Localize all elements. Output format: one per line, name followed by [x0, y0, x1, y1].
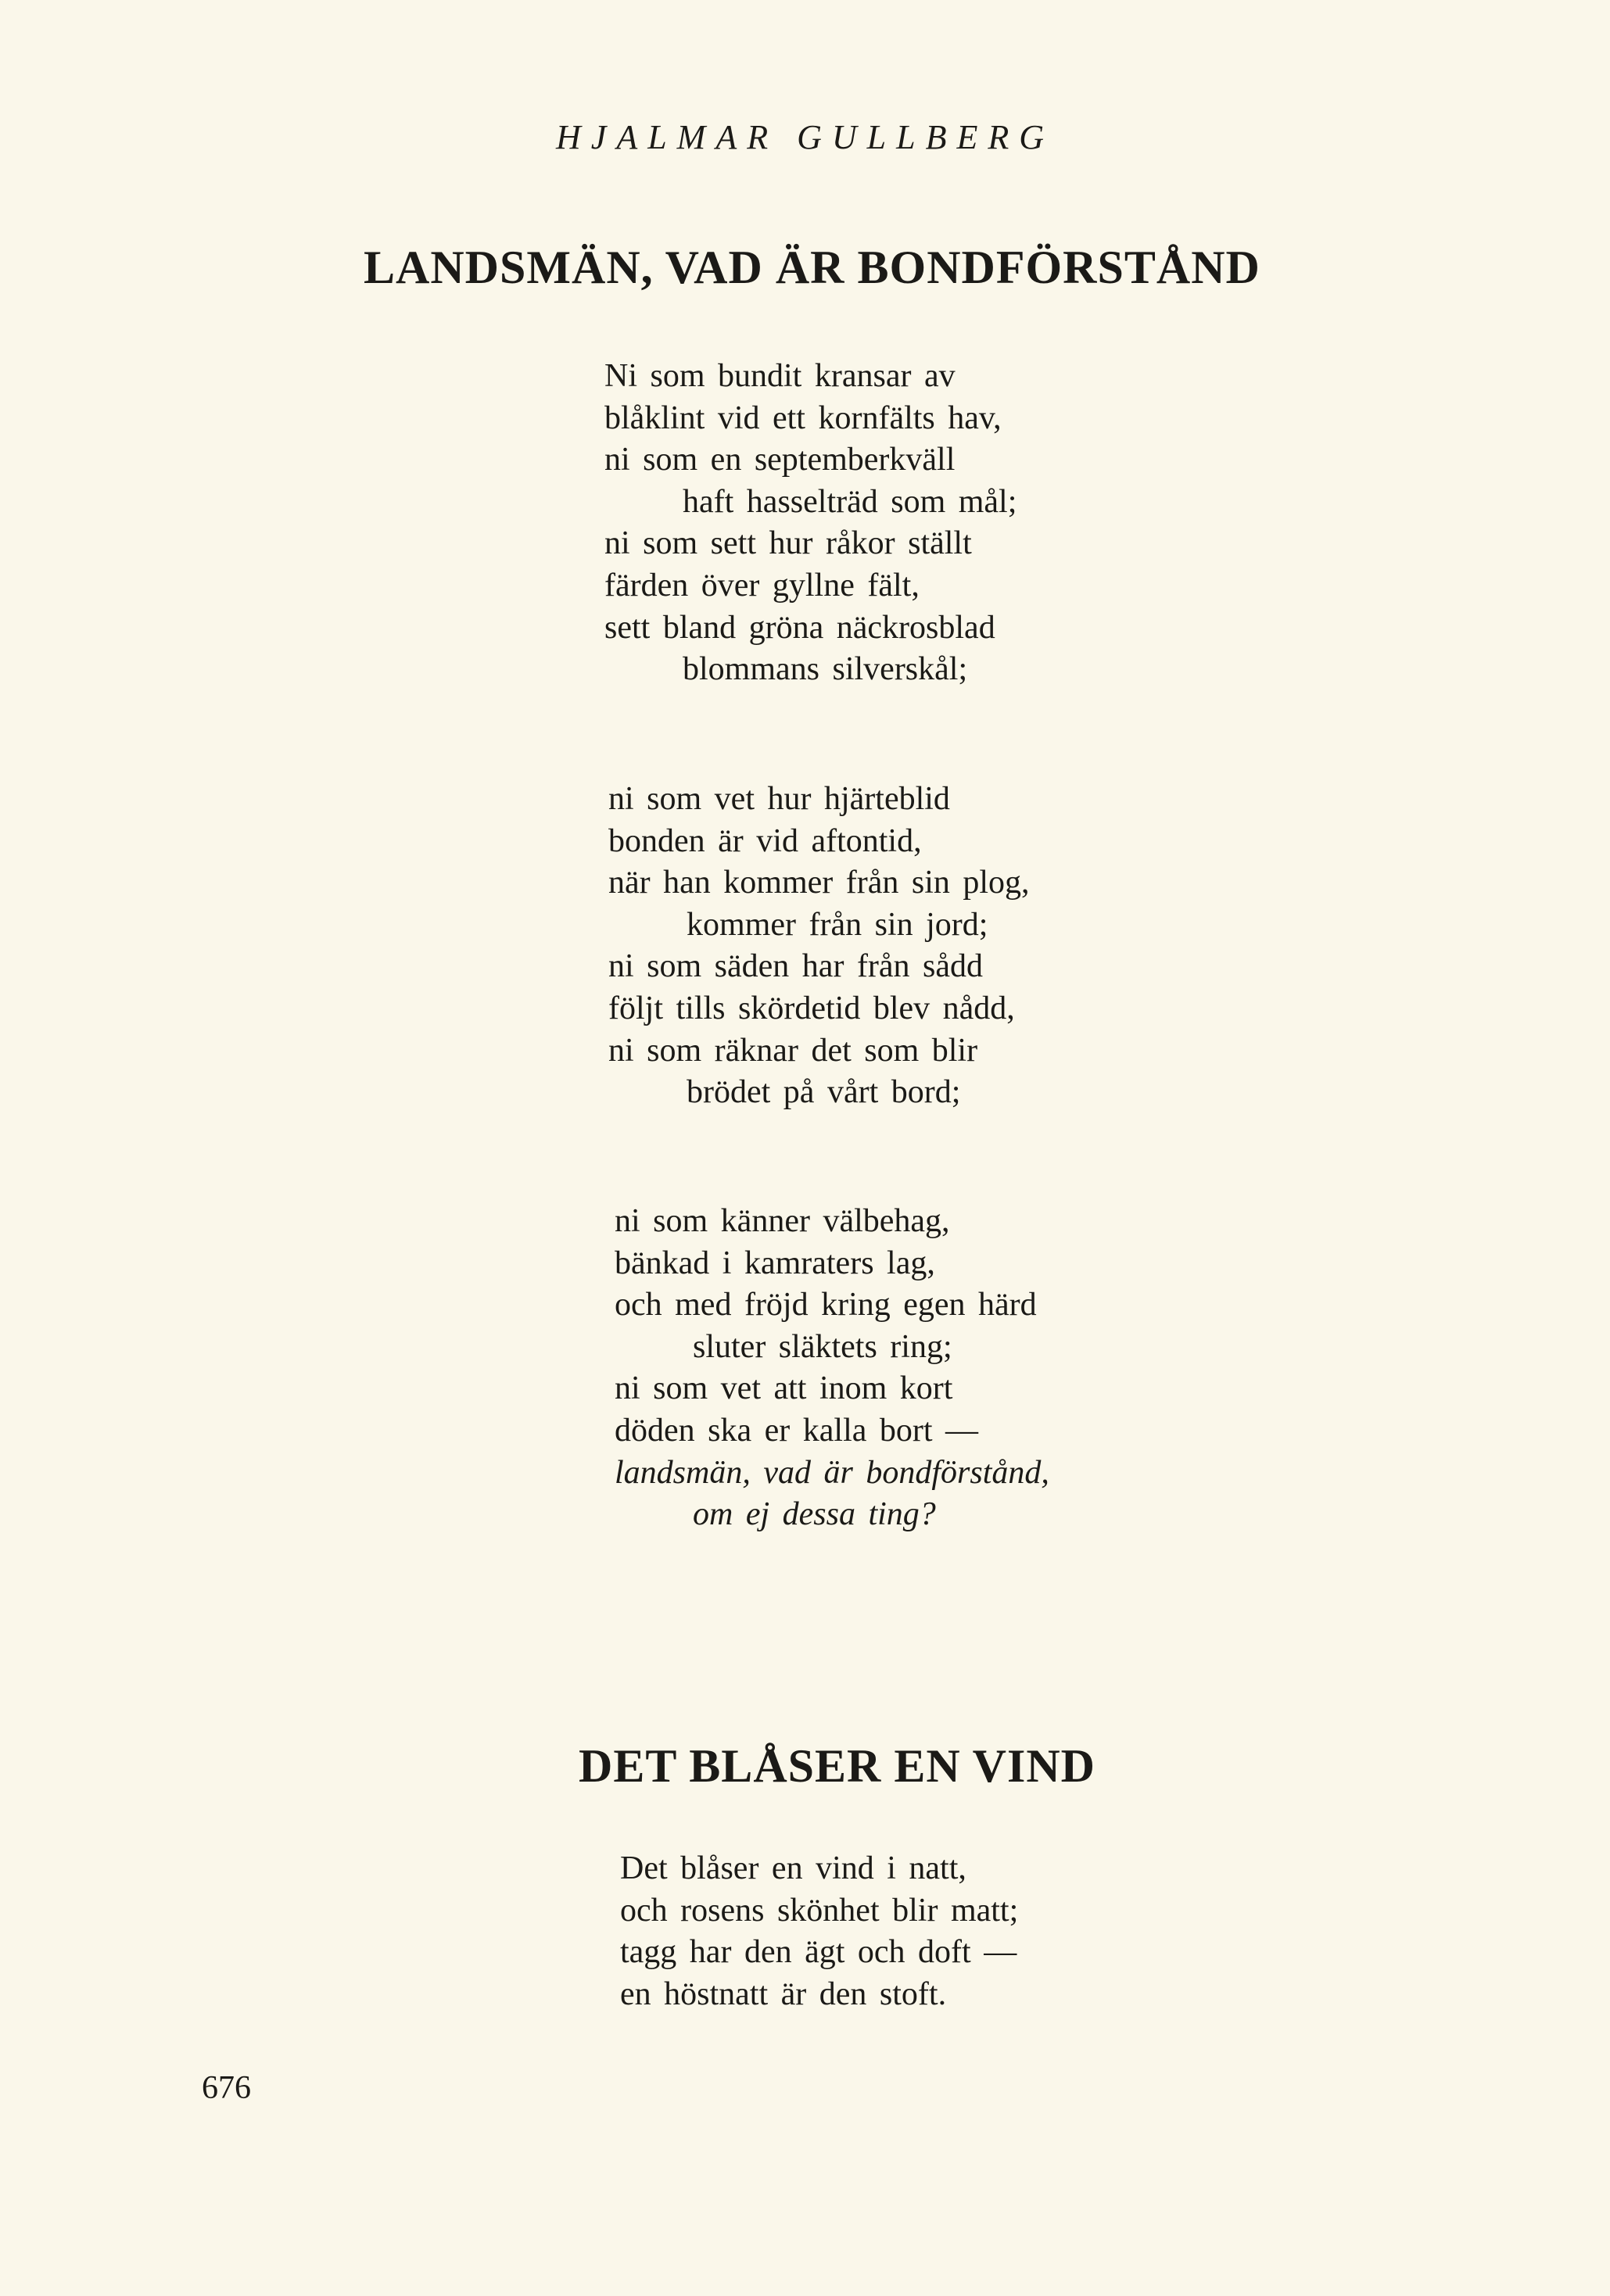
poem-line: och med fröjd kring egen härd: [615, 1287, 1037, 1324]
poem-line: döden ska er kalla bort —: [615, 1412, 979, 1449]
poem-line: Ni som bundit kransar av: [604, 358, 956, 394]
poem-line: och rosens skönhet blir matt;: [620, 1892, 1019, 1929]
poem-line: kommer från sin jord;: [687, 906, 988, 943]
poem-title-det-blaser: DET BLÅSER EN VIND: [579, 1740, 1095, 1792]
poem-line: ni som sett hur råkor ställt: [604, 525, 972, 562]
poem-line: tagg har den ägt och doft —: [620, 1934, 1017, 1971]
poem-line: när han kommer från sin plog,: [608, 865, 1030, 901]
poem-line: följt tills skördetid blev nådd,: [608, 990, 1015, 1026]
poem-line-italic: landsmän, vad är bondförstånd,: [615, 1454, 1049, 1491]
poem-line-italic: om ej dessa ting?: [693, 1496, 936, 1533]
poem-line: sett bland gröna näckrosblad: [604, 609, 995, 646]
poem1-stanza-2: [608, 779, 1030, 1114]
poem-line: blommans silverskål;: [683, 651, 968, 688]
poem-line: bänkad i kamraters lag,: [615, 1245, 935, 1281]
poem-line: brödet på vårt bord;: [687, 1074, 961, 1111]
poem-line: ni som vet att inom kort: [615, 1370, 953, 1407]
poem-title-landsman: LANDSMÄN, VAD ÄR BONDFÖRSTÅND: [364, 242, 1260, 293]
poem-line: haft hasselträd som mål;: [683, 483, 1017, 520]
poem-line: ni som säden har från sådd: [608, 948, 984, 985]
poem-line: ni som en septemberkväll: [604, 442, 956, 478]
poem2-stanza-1: [620, 1848, 1018, 2015]
poem-line: blåklint vid ett kornfälts hav,: [604, 399, 1002, 436]
author-name: HJALMAR GULLBERG: [556, 118, 1054, 156]
poem-line: en höstnatt är den stoft.: [620, 1975, 947, 2012]
poem-line: ni som känner välbehag,: [615, 1203, 950, 1239]
poem-line: färden över gyllne fält,: [604, 567, 920, 604]
poem1-stanza-3: [615, 1201, 1049, 1536]
page-number: 676: [202, 2070, 251, 2106]
poem-line: bonden är vid aftontid,: [608, 822, 922, 859]
poem-line: ni som räknar det som blir: [608, 1032, 978, 1069]
poem-line: ni som vet hur hjärteblid: [608, 781, 950, 817]
poem-line: sluter släktets ring;: [693, 1328, 952, 1365]
poem1-stanza-1: [604, 356, 1017, 691]
poem-line: Det blåser en vind i natt,: [620, 1850, 966, 1886]
